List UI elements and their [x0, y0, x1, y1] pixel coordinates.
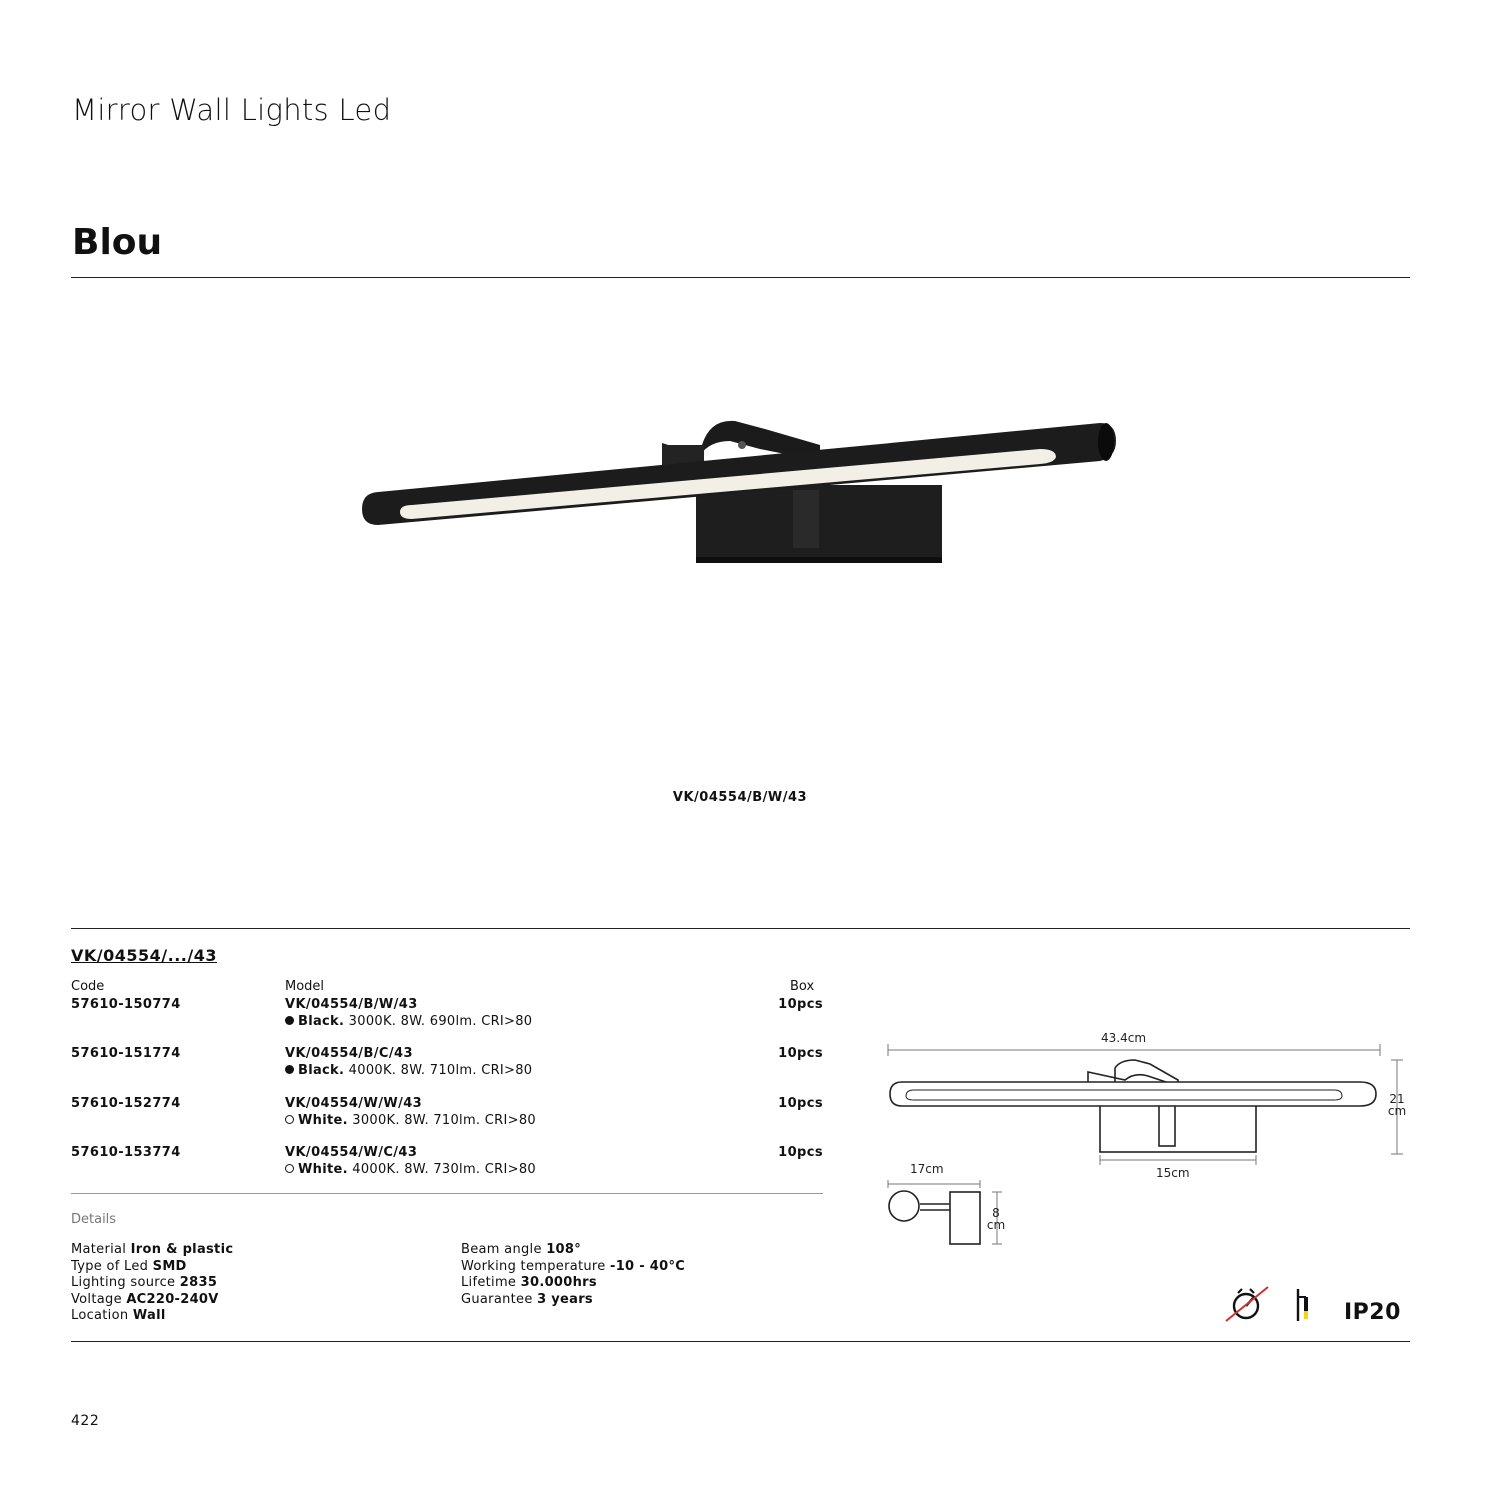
dimension-depth: 17cm: [910, 1162, 944, 1176]
detail-working-temperature: Working temperature -10 - 40°C: [461, 1258, 686, 1274]
variant-spec: [285, 1014, 532, 1029]
ip-rating: IP20: [1344, 1300, 1401, 1325]
dimension-side-height: 8 cm: [986, 1206, 1006, 1232]
variant-finish: Black.: [298, 1014, 345, 1029]
variant-spec: [285, 1162, 536, 1177]
variant-box: 10pcs: [778, 1096, 823, 1111]
variant-finish: White.: [298, 1162, 348, 1177]
variant-box: 10pcs: [778, 1145, 823, 1160]
detail-material: Material Iron & plastic: [71, 1242, 234, 1257]
table-divider: [71, 1193, 823, 1194]
section-divider: [71, 928, 1410, 929]
table-row: [71, 1145, 823, 1179]
product-photo: [350, 405, 1130, 585]
dimension-height: 21 cm: [1387, 1092, 1407, 1118]
footer-divider: [71, 1341, 1410, 1342]
detail-led-type: Type of Led SMD: [71, 1258, 187, 1274]
variant-finish: Black.: [298, 1063, 345, 1078]
column-header-code: Code: [71, 979, 105, 994]
variant-spec: [285, 1113, 536, 1128]
variant-spec: [285, 1063, 532, 1078]
detail-location: Location Wall: [71, 1308, 166, 1323]
product-family-title: Blou: [72, 222, 163, 263]
detail-lighting-source: Lighting source 2835: [71, 1275, 218, 1290]
details-right-column: [461, 1242, 685, 1308]
variant-model: VK/04554/B/C/43: [285, 1046, 413, 1061]
column-header-box: Box: [790, 979, 815, 994]
dimension-width: 43.4cm: [1101, 1031, 1147, 1045]
details-left-column: [71, 1242, 233, 1325]
finish-dot-icon: [285, 1065, 294, 1074]
variant-box: 10pcs: [778, 997, 823, 1012]
detail-lifetime: Lifetime 30.000hrs: [461, 1275, 597, 1290]
variant-specs: 4000K. 8W. 710lm. CRI>80: [348, 1063, 533, 1078]
category-title: Mirror Wall Lights Led: [72, 93, 392, 127]
series-code: VK/04554/.../43: [71, 946, 217, 965]
detail-beam-angle: Beam angle 108°: [461, 1242, 582, 1257]
details-title: Details: [71, 1212, 117, 1227]
detail-voltage: Voltage AC220-240V: [71, 1291, 219, 1307]
variant-specs: 4000K. 8W. 730lm. CRI>80: [352, 1162, 536, 1177]
page-number: 422: [71, 1413, 100, 1429]
variant-model: VK/04554/W/W/43: [285, 1096, 423, 1111]
wall-mount-icon: [1294, 1287, 1318, 1323]
front-dimension-drawing: [880, 1040, 1420, 1170]
variant-code: 57610-150774: [71, 997, 181, 1012]
table-row: [71, 1096, 823, 1130]
dimension-base-width: 15cm: [1156, 1166, 1190, 1180]
table-row: [71, 1046, 823, 1080]
variant-specs: 3000K. 8W. 690lm. CRI>80: [348, 1014, 533, 1029]
variant-code: 57610-151774: [71, 1046, 181, 1061]
finish-dot-icon: [285, 1164, 294, 1173]
finish-dot-icon: [285, 1016, 294, 1025]
detail-guarantee: Guarantee 3 years: [461, 1291, 593, 1307]
table-row: [71, 997, 823, 1031]
variant-finish: White.: [298, 1113, 348, 1128]
variant-code: 57610-152774: [71, 1096, 181, 1111]
variant-box: 10pcs: [778, 1046, 823, 1061]
variant-model: VK/04554/B/W/43: [285, 997, 418, 1012]
column-header-model: Model: [285, 979, 325, 994]
product-photo-caption: VK/04554/B/W/43: [672, 790, 808, 805]
variant-code: 57610-153774: [71, 1145, 181, 1160]
no-dimmer-icon: [1224, 1285, 1272, 1325]
variant-model: VK/04554/W/C/43: [285, 1145, 418, 1160]
finish-dot-icon: [285, 1115, 294, 1124]
header-divider: [71, 277, 1410, 278]
variant-specs: 3000K. 8W. 710lm. CRI>80: [352, 1113, 536, 1128]
